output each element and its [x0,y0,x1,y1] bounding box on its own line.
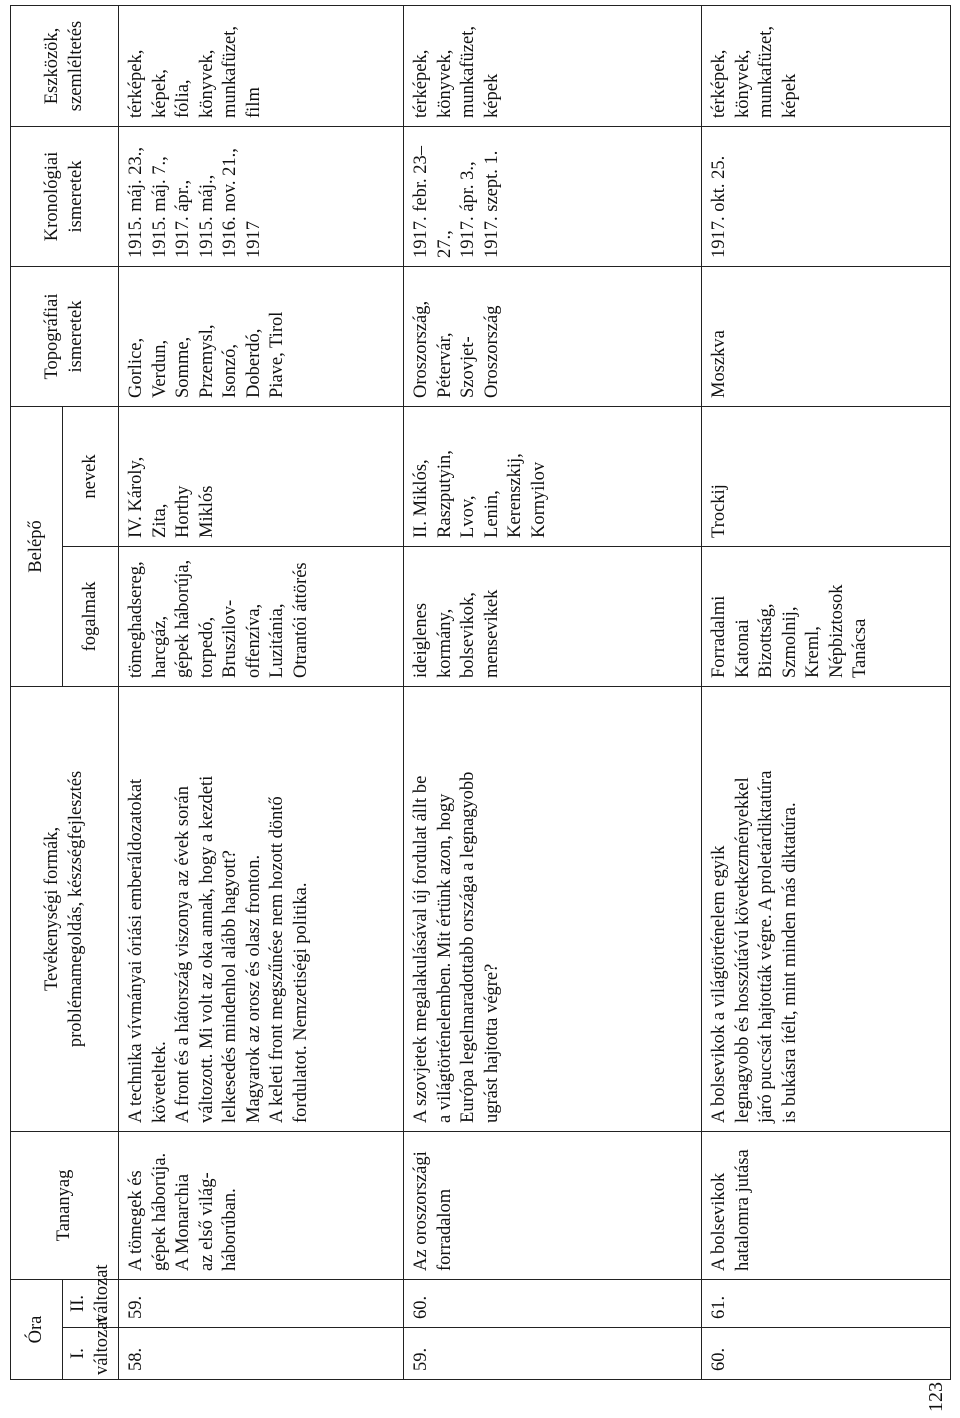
cell-line: torpedó, [196,616,217,678]
header-tevekenysegi-line1: Tevékenységi formák, [42,826,62,992]
cell-line: 1916. nov. 21., [220,148,240,258]
cell-v1: 59. [404,1328,702,1380]
cell-line: A tömegek és [126,1170,146,1271]
cell-line: könyvek, [732,49,753,118]
cell-line: Lenin, [481,490,502,538]
cell-line: Kornyilov [528,461,549,538]
cell-line: Az oroszországi [411,1151,431,1271]
cell-topografiai [404,266,702,406]
cell-v2: 59. [119,1279,404,1327]
table-body [119,5,951,1379]
cell-v2: 60. [404,1279,702,1327]
header-tevekenysegi-line2: problémamegoldás, készségfejlesztés [65,770,86,1048]
cell-line: könyvek, [434,49,455,118]
header-kronologiai-line2: ismeretek [65,160,86,233]
cell-line: bolsevikok, [458,592,478,678]
header-valtozat-1 [63,1316,119,1380]
cell-line: háborúban. [220,1188,240,1271]
cell-eszkozok [702,5,951,126]
cell-line: változott. Mi volt az oka annak, hogy a kezdeti [196,775,217,1123]
header-valtozat-1-num: I. [68,1348,88,1359]
cell-line: Pétervár, [434,332,455,398]
cell-line: fordulatot. Nemzetiségi politika. [290,882,311,1123]
header-kronologiai [11,126,119,266]
cell-line: Szmolnij, [779,606,800,678]
cell-line: offenzíva, [243,603,264,678]
cell-line: ugrást hajtotta végre? [481,963,502,1123]
cell-line: Otrantói áttörés [290,562,311,678]
cell-line: képek [779,73,800,118]
cell-line: Lvov, [458,495,478,538]
cell-line: Luzitánia, [267,603,287,678]
cell-line: Magyarok az orosz és olasz fronton. [243,854,264,1123]
cell-line: járó puccsát hajtották végre. A proletárdiktatúra [756,770,776,1123]
header-eszkozok-line1: Eszközök, [42,27,62,105]
cell-v1: 58. [119,1328,404,1380]
cell-line: 1917. febr. 23– [411,145,431,258]
cell-topografiai [119,266,404,406]
cell-nevek [119,406,404,546]
cell-line: 27., [434,230,455,258]
cell-line: A front és a hátország viszonya az évek során [173,786,193,1123]
cell-tevekenyseg [702,686,951,1131]
cell-line: Trockij [709,484,729,538]
cell-line: Katonai [732,619,753,678]
cell-line: képek, [149,69,170,118]
cell-line: 1915. máj. 7., [149,156,170,258]
table-row [119,5,404,1379]
cell-tevekenyseg [119,686,404,1131]
cell-line: Moszkva [709,330,729,398]
cell-line: 1917. ápr., [173,179,193,258]
cell-tananyag [702,1131,951,1279]
cell-line: fólia, [173,79,193,118]
cell-line: Przemysl, [196,324,217,398]
cell-line: gépek háborúja, [173,559,193,678]
cell-line: Bruszilov- [220,599,240,678]
cell-line: Népbiztosok [826,584,847,678]
cell-line: Horthy [173,485,193,538]
cell-line: Forradalmi [709,595,729,678]
cell-line: Kerenszkij, [505,453,525,538]
header-topografiai [11,266,119,406]
cell-line: hatalomra jutása [732,1149,753,1271]
header-fogalmak: fogalmak [63,546,119,686]
cell-line: térképek, [126,49,146,118]
cell-line: is bukásra ítélt, mint minden más diktatúra. [779,802,800,1123]
cell-line: A szovjetek megalakulásával új fordulat állt be [411,775,431,1123]
cell-line: munkafüzet, [756,26,776,118]
cell-line: Isonzó, [220,344,240,398]
cell-nevek [404,406,702,546]
cell-line: A bolsevikok [709,1172,729,1271]
header-kronologiai-line1: Kronológiai [42,151,62,242]
cell-line: képek [481,73,502,118]
header-valtozat-1-word: változat [91,1316,112,1375]
cell-line: Oroszország, [411,300,431,398]
cell-nevek [702,406,951,546]
cell-line: munkafüzet, [220,26,240,118]
cell-line: Piave, Tirol [267,311,287,398]
cell-kronologiai [404,126,702,266]
header-topografiai-line2: ismeretek [65,300,86,373]
cell-kronologiai [702,126,951,266]
cell-line: film [243,87,264,118]
cell-line: kormány, [434,608,455,678]
header-tananyag: Tananyag [11,1131,119,1279]
cell-line: gépek háborúja. [149,1152,170,1271]
cell-line: A keleti front megszűnése nem hozott döntő [267,796,287,1123]
cell-line: Kreml, [803,626,823,678]
table-row [404,5,702,1379]
cell-line: Gorlice, [126,337,146,398]
cell-line: az első világ- [196,1172,217,1271]
cell-line: A technika vívmányai óriási emberáldozatokat [126,778,146,1123]
cell-line: 1915. máj., [196,174,217,258]
cell-line: II. Miklós, [411,459,431,538]
cell-line: Zita, [149,503,170,538]
curriculum-table [10,5,951,1380]
cell-line: harcgáz, [149,615,170,678]
header-nevek: nevek [63,406,119,546]
cell-fogalmak [119,546,404,686]
table-row [702,5,951,1379]
cell-line: munkafüzet, [458,26,478,118]
cell-eszkozok [404,5,702,126]
cell-line: 1917. ápr. 3., [458,161,478,258]
header-eszkozok-line2: szemléltetés [65,20,86,112]
cell-topografiai [702,266,951,406]
cell-line: ideiglenes [411,602,431,678]
cell-line: könyvek, [196,49,217,118]
cell-line: legnagyobb és hosszútávú következményekkel [732,777,753,1123]
cell-line: 1917. szept. 1. [481,150,502,258]
cell-tananyag [119,1131,404,1279]
cell-line: követeltek. [149,1041,170,1123]
cell-line: Somme, [173,336,193,398]
cell-line: Szovjet- [458,336,478,398]
cell-line: a világtörténelemben. Mit értünk azon, hogy [434,793,455,1123]
cell-line: Oroszország [481,305,502,398]
cell-line: 1915. máj. 23., [126,146,146,258]
header-belepo: Belépő [11,406,63,686]
cell-v1: 60. [702,1328,951,1380]
header-tevekenysegi [11,686,119,1131]
cell-line: Raszputyin, [434,450,455,538]
header-topografiai-line1: Topográfiai [42,293,62,380]
cell-line: Bizottság, [756,603,776,678]
cell-line: A Monarchia [173,1173,193,1271]
cell-line: 1917. okt. 25. [709,155,729,258]
page-number: 123 [925,1382,947,1412]
cell-kronologiai [119,126,404,266]
cell-line: IV. Károly, [126,456,146,538]
header-valtozat-2 [63,1264,119,1327]
cell-fogalmak [702,546,951,686]
cell-tevekenyseg [404,686,702,1131]
cell-tananyag [404,1131,702,1279]
header-eszkozok [11,5,119,126]
cell-line: lelkesedés mindenhol alább hagyott? [220,850,240,1123]
cell-line: mensevikek [481,589,502,678]
cell-line: térképek, [411,49,431,118]
cell-line: A bolsevikok a világtörténelem egyik [709,845,729,1123]
cell-line: Európa legelmaradottabb országa a legnagyobb [458,771,478,1123]
cell-line: tömeghadsereg, [126,561,146,678]
header-valtozat-2-num: II. [68,1295,88,1312]
cell-line: Tanácsa [850,618,870,678]
cell-v2: 61. [702,1279,951,1327]
cell-eszkozok [119,5,404,126]
cell-line: térképek, [709,49,729,118]
cell-line: Miklós [196,485,217,538]
cell-line: 1917 [243,220,264,258]
cell-line: Doberdó, [243,328,264,398]
cell-line: Verdun, [149,339,170,398]
cell-line: forradalom [434,1188,455,1271]
header-ora: Óra [11,1279,63,1379]
cell-fogalmak [404,546,702,686]
header-valtozat-2-word: változat [91,1264,112,1323]
